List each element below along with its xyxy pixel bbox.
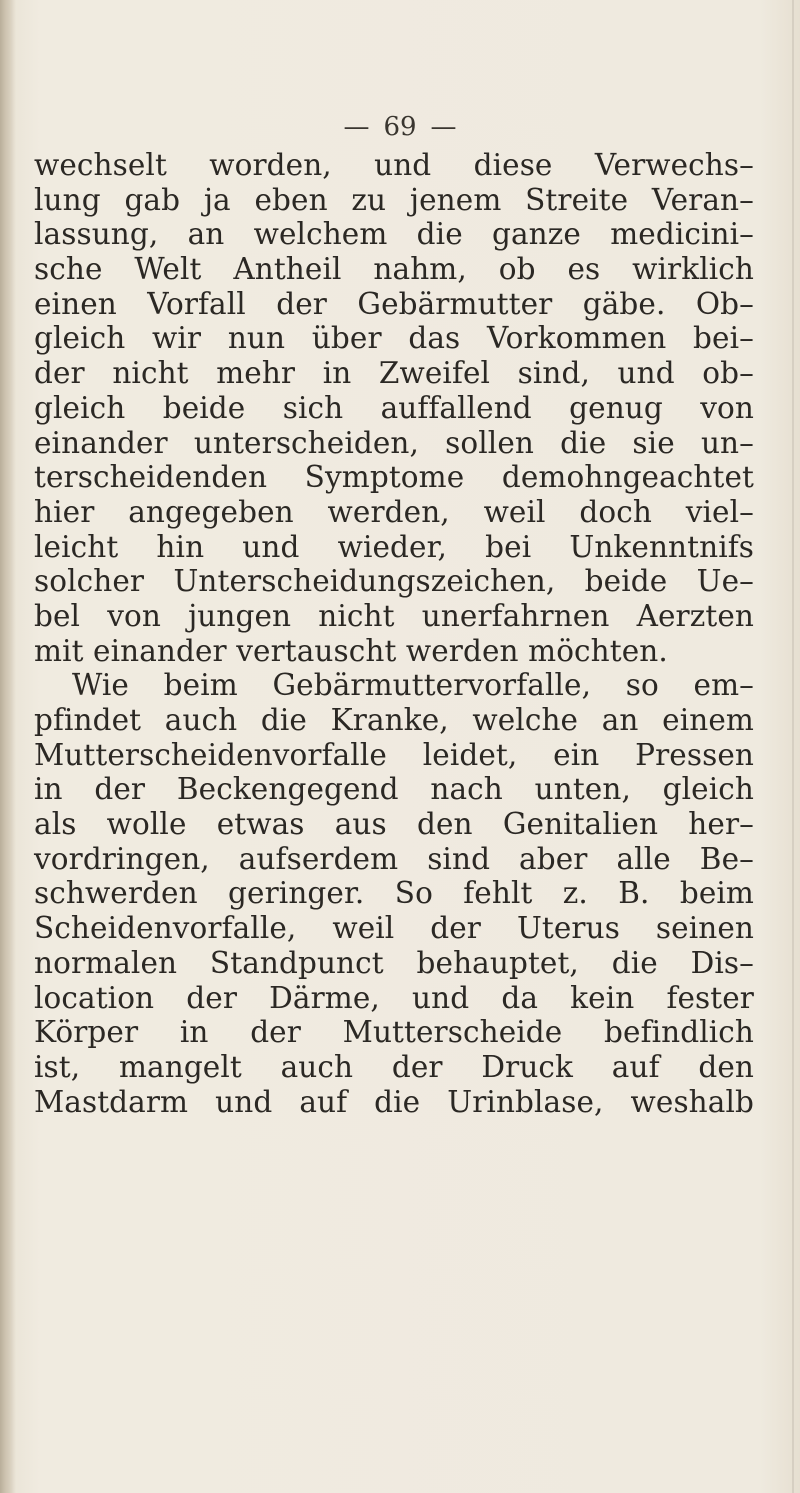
text-line: Scheidenvorfalle, weil der Uterus seinen [34, 911, 754, 946]
text-line: als wolle etwas aus den Genitalien her– [34, 807, 754, 842]
text-line: wechselt worden, und diese Verwechs– [34, 148, 754, 182]
text-line: der nicht mehr in Zweifel sind, und ob– [34, 356, 754, 391]
text-line: gleich beide sich auffallend genug von [34, 390, 754, 425]
text-line: vordringen, aufserdem sind aber alle Be– [34, 841, 754, 876]
page-header [0, 112, 800, 142]
text-line: terscheidenden Symptome demohngeachtet [34, 460, 754, 495]
text-line: Mastdarm und auf die Urinblase, weshalb [34, 1084, 754, 1119]
text-line: gleich wir nun über das Vorkommen bei– [34, 321, 754, 356]
text-line: solcher Unterscheidungszeichen, beide Ue– [34, 564, 754, 599]
header-dash-right: — [430, 112, 457, 142]
text-line: hier angegeben werden, weil doch viel– [34, 494, 754, 529]
text-line: lassung, an welchem die ganze medicini– [34, 217, 754, 252]
page-number: 69 [383, 112, 417, 142]
text-line: normalen Standpunct behauptet, die Dis– [34, 945, 754, 980]
paragraph-end-line: mit einander vertauscht werden möchten. [34, 633, 668, 668]
paragraph-start-line: Wie beim Gebärmuttervorfalle, so em– [72, 668, 754, 703]
text-line: lung gab ja eben zu jenem Streite Veran– [34, 182, 754, 217]
text-line: Mutterscheidenvorfalle leidet, ein Pressen [34, 737, 754, 772]
binding-shadow [0, 0, 16, 1493]
text-line: pfindet auch die Kranke, welche an einem [34, 703, 754, 737]
body-text [34, 148, 754, 1119]
text-line: leicht hin und wieder, bei Unkenntnifs [34, 529, 754, 564]
text-line: sche Welt Antheil nahm, ob es wirklich [34, 252, 754, 287]
text-line: Körper in der Mutterscheide befindlich [34, 1015, 754, 1050]
text-line: ist, mangelt auch der Druck auf den [34, 1049, 754, 1084]
text-line: schwerden geringer. So fehlt z. B. beim [34, 876, 754, 911]
text-line: einen Vorfall der Gebärmutter gäbe. Ob– [34, 286, 754, 321]
page-edge [792, 0, 794, 1493]
text-line: location der Därme, und da kein fester [34, 980, 754, 1015]
text-line: bel von jungen nicht unerfahrnen Aerzten [34, 598, 754, 633]
text-line: in der Beckengegend nach unten, gleich [34, 772, 754, 807]
header-dash-left: — [343, 112, 370, 142]
text-line: einander unterscheiden, sollen die sie un– [34, 425, 754, 460]
